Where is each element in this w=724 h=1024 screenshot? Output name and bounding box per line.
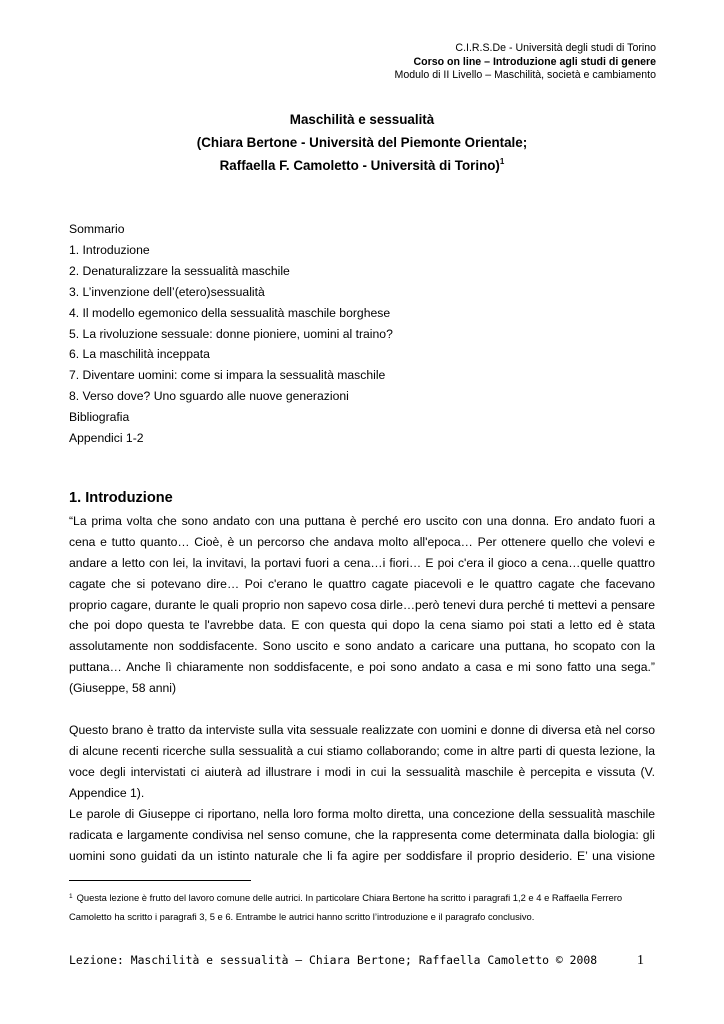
quote-line: cena e tutto quanto… Cioè, è un percorso che andava molto all'epoca… Per ottenere quello che volevi e: [69, 534, 655, 549]
document-title: [60, 108, 664, 177]
toc-item: 6. La maschilità inceppata: [69, 347, 210, 362]
paragraph-line: voce degli intervistati ci aiuterà ad illustrare i modi in cui la sessualità maschile è percepita e vissuta (V.: [69, 764, 655, 779]
header-module: Modulo di II Livello – Maschilità, società e cambiamento: [394, 69, 656, 81]
header-course: Corso on line – Introduzione agli studi di genere: [413, 55, 656, 68]
title-line-1: Maschilità e sessualità: [289, 112, 435, 127]
quote-line: puttana… Anche lì chiaramente non soddisfacente, e poi sono andato a casa e mi sono fatto una sega.”: [69, 660, 655, 675]
toc-item: Bibliografia: [69, 410, 130, 425]
paragraph-line: uomini sono guidati da un istinto naturale che li fa agire per soddisfare il proprio desiderio. E’ una visione: [69, 848, 655, 863]
toc-item: 5. La rivoluzione sessuale: donne pioniere, uomini al traino?: [69, 326, 393, 341]
toc-heading: Sommario: [69, 222, 125, 236]
paragraph-line: di alcune recenti ricerche sulla sessualità a cui stiamo collaborando; come in altre parti di questa lezione, la: [69, 743, 655, 758]
quote-line: “La prima volta che sono andato con una puttana è perché ero uscito con una donna. Ero andato fuori a: [69, 514, 655, 528]
paragraph-line: Appendice 1).: [69, 785, 145, 800]
quote-line: proprio cagare, durante le quali proprio non sapevo cosa dirle…però tenevi dura perché ti mettevi a pensare: [69, 597, 655, 612]
paragraph-line: Le parole di Giuseppe ci riportano, nella loro forma molto diretta, una concezione della sessualità maschile: [69, 807, 655, 821]
footnote-line-1: [69, 888, 655, 907]
toc-item: Appendici 1-2: [69, 431, 144, 446]
body-paragraph-2: [69, 804, 655, 867]
toc-item: 2. Denaturalizzare la sessualità maschile: [69, 263, 290, 278]
page-footer: Lezione: Maschilità e sessualità – Chiara Bertone; Raffaella Camoletto © 2008: [69, 953, 598, 967]
toc-item: 8. Verso dove? Uno sguardo alle nuove generazioni: [69, 389, 349, 404]
body-paragraph-1: [69, 720, 655, 804]
title-line-2: (Chiara Bertone - Università del Piemonte Orientale;: [196, 135, 528, 150]
quote-attribution: (Giuseppe, 58 anni): [69, 681, 177, 696]
page-number: 1: [637, 953, 644, 968]
interview-quote: [69, 511, 655, 699]
quote-line: assolutamente non soddisfacente. Sono uscito e sono andato a caricare una puttana, ho scopato con la: [69, 639, 655, 654]
footnote: [69, 888, 655, 926]
paragraph-line: Questo brano è tratto da interviste sulla vita sessuale realizzate con uomini e donne di diversa età nel corso: [69, 723, 655, 737]
quote-line: cagate che si potevano dire… Poi c'erano le quattro cagate piacevoli e le quattro cagate che facevano: [69, 576, 655, 591]
section-heading: 1. Introduzione: [69, 490, 173, 506]
footnote-text-2: Camoletto ha scritto i paragrafi 3, 5 e 6. Entrambe le autrici hanno scritto l’introduzione e il paragrafo conclusivo.: [69, 911, 535, 922]
footnote-reference[interactable]: 1: [499, 157, 505, 166]
quote-line: che poi dopo questa te l'avrebbe data. E con questa qui dopo la cena siamo poi stati a letto ed è stata: [69, 618, 655, 633]
table-of-contents: [69, 219, 393, 449]
header-institution: C.I.R.S.De - Università degli studi di Torino: [455, 42, 656, 54]
paragraph-line: radicata e largamente condivisa nel senso comune, che la rappresenta come determinata dalla biologia: gli: [69, 827, 655, 842]
title-line-3: [60, 154, 664, 177]
toc-item: 4. Il modello egemonico della sessualità maschile borghese: [69, 305, 391, 320]
toc-item: 1. Introduzione: [69, 242, 150, 257]
quote-line: andare a letto con lei, la invitavi, la portavi fuori a cena…i fiori… E poi c'era il gioco a cena…quelle quattro: [69, 555, 655, 570]
title-authors: Raffaella F. Camoletto - Università di Torino): [219, 158, 500, 173]
footnote-marker: 1: [69, 893, 73, 900]
page-header: [136, 42, 656, 83]
toc-item: 3. L’invenzione dell’(etero)sessualità: [69, 284, 265, 299]
footnote-text-1: Questa lezione è frutto del lavoro comune delle autrici. In particolare Chiara Bertone ha scritto i paragrafi 1,2 e 4 e Raffaella Ferrero: [76, 892, 623, 903]
footnote-divider: [69, 880, 251, 881]
toc-item: 7. Diventare uomini: come si impara la sessualità maschile: [69, 368, 386, 383]
